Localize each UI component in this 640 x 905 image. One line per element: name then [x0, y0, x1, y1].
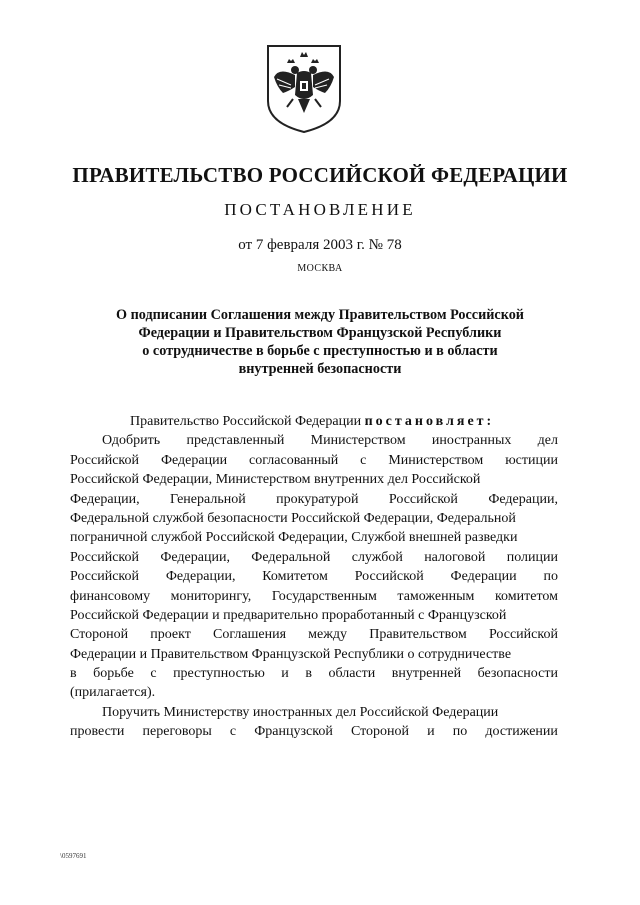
word: Федерации: [450, 569, 517, 585]
word: в: [70, 666, 77, 682]
word: Федерации и Правительством Французской Республики о сотрудничестве: [70, 646, 512, 662]
word: согласованный: [249, 452, 339, 468]
word: Соглашения: [213, 627, 287, 643]
word: внутренней: [391, 666, 462, 682]
word: проект: [150, 627, 191, 643]
text-line: [70, 645, 558, 664]
text-line: [70, 567, 558, 586]
text-line: [70, 664, 558, 683]
word: (прилагается).: [70, 685, 156, 701]
text-line: [70, 490, 558, 509]
word: Министерством: [310, 433, 406, 449]
word: Федерации,: [70, 491, 140, 507]
word: между: [308, 627, 348, 643]
word: налоговой: [424, 549, 486, 565]
text-line: [70, 470, 558, 489]
coat-of-arms-icon: [265, 43, 343, 135]
text-line: [70, 703, 558, 722]
text-line: [70, 587, 558, 606]
word: Министерством: [388, 452, 484, 468]
word: комитетом: [494, 588, 558, 604]
word: с: [360, 452, 367, 468]
word: службой: [351, 549, 403, 565]
word: Федерации: [160, 452, 228, 468]
word: с: [229, 724, 237, 740]
word: Российской: [488, 627, 558, 643]
word: и: [281, 666, 289, 682]
word: Стороной: [70, 627, 129, 643]
word: Федерации,: [165, 569, 236, 585]
text-line: [70, 606, 558, 625]
word: Российской: [70, 569, 139, 585]
word: иностранных: [431, 433, 512, 449]
word: мониторингу,: [170, 588, 252, 604]
word: Правительством: [369, 627, 467, 643]
document-city: МОСКВА: [297, 263, 343, 274]
intro-text: Правительство Российской Федерации: [130, 414, 365, 429]
word: Одобрить: [102, 433, 161, 449]
document-heading: [60, 306, 580, 378]
word: провести: [70, 724, 125, 740]
text-line: [70, 451, 558, 470]
word: Комитетом: [262, 569, 328, 585]
word: представленный: [186, 433, 285, 449]
word: Стороной: [350, 724, 410, 740]
word: юстиции: [505, 452, 558, 468]
word: финансовому: [70, 588, 151, 604]
word: пограничной службой Российской Федерации, Службой внешней разведки: [70, 530, 518, 546]
text-line: [70, 625, 558, 644]
heading-line: О подписании Соглашения между Правительством Российской: [116, 307, 524, 323]
word: области: [328, 666, 376, 682]
word: Российской Федерации и предварительно проработанный с Французской: [70, 607, 507, 623]
text-line: [70, 722, 558, 741]
document-serial-number: \0597691: [60, 852, 87, 860]
word: Российской: [70, 549, 139, 565]
heading-line: Федерации и Правительством Французской Республики: [138, 325, 502, 341]
text-line: [70, 548, 558, 567]
word: полиции: [506, 549, 558, 565]
word: борьбе: [93, 666, 134, 682]
word: по: [452, 724, 468, 740]
word: Федеральной: [251, 549, 331, 565]
word: Федерации,: [488, 491, 558, 507]
decree-verb: постановляет:: [364, 414, 495, 429]
word: переговоры: [142, 724, 212, 740]
word: Государственным: [271, 588, 377, 604]
heading-line: о сотрудничестве в борьбе с преступностью и в области: [142, 343, 498, 359]
document-date-number: от 7 февраля 2003 г. № 78: [238, 237, 402, 253]
word: достижении: [485, 724, 558, 740]
paragraph-instruct: [70, 703, 558, 742]
word: и: [427, 724, 435, 740]
document-type: ПОСТАНОВЛЕНИЕ: [224, 200, 416, 219]
text-line: [70, 683, 558, 702]
word: Российской: [354, 569, 424, 585]
word: Генеральной: [170, 491, 246, 507]
intro-line: [70, 412, 558, 431]
word: Российской: [388, 491, 458, 507]
word: Французской: [254, 724, 333, 740]
word: Российской: [70, 452, 139, 468]
paragraph-approve: [70, 431, 558, 702]
document-body: [70, 412, 558, 742]
government-title: ПРАВИТЕЛЬСТВО РОССИЙСКОЙ ФЕДЕРАЦИИ: [72, 163, 568, 187]
word: преступностью: [173, 666, 265, 682]
text-line: [70, 431, 558, 450]
word: Федеральной службой безопасности Российской Федерации, Федеральной: [70, 510, 516, 526]
word: безопасности: [477, 666, 558, 682]
text-line: [70, 528, 558, 547]
word: Российской Федерации, Министерством внутренних дел Российской: [70, 472, 481, 488]
word: в: [305, 666, 312, 682]
word: по: [543, 569, 558, 585]
word: Поручить Министерству иностранных дел Российской Федерации: [102, 704, 499, 720]
word: Федерации,: [160, 549, 230, 565]
text-line: [70, 509, 558, 528]
word: прокуратурой: [276, 491, 359, 507]
word: с: [150, 666, 157, 682]
heading-line: внутренней безопасности: [238, 361, 402, 377]
word: таможенным: [397, 588, 475, 604]
word: дел: [537, 433, 558, 449]
